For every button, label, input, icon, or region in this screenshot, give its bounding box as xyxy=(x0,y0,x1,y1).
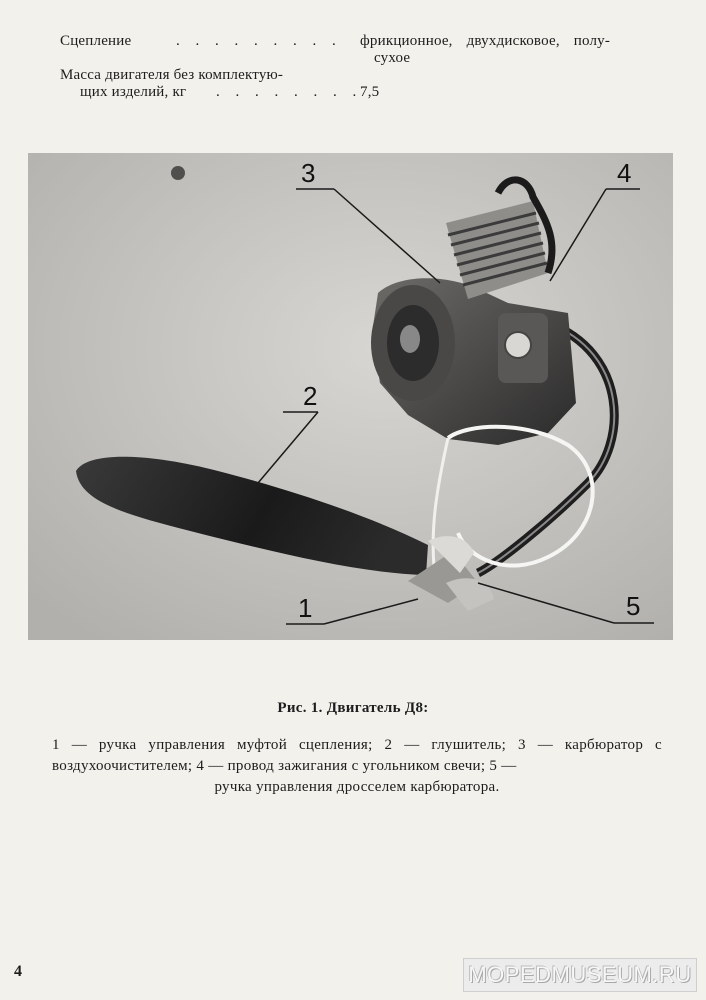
callout-3: 3 xyxy=(301,158,316,188)
figure-caption-main: 1 — ручка управления муфтой сцепления; 2 — глушитель; 3 — карбюратор с воздухоочистителем; 4 — провод зажигания с угольником свечи; 5 — xyxy=(52,737,662,774)
spec-value-cont: сухое xyxy=(374,50,411,66)
callout-4: 4 xyxy=(617,158,632,188)
figure-caption xyxy=(52,735,662,798)
spec-dots: . . . . . . . . . xyxy=(176,33,342,49)
callout-2: 2 xyxy=(303,381,318,411)
watermark-logo: MOPEDMUSEUM.RU xyxy=(463,958,697,992)
figure-caption-last: ручка управления дросселем карбюратора. xyxy=(214,779,500,795)
spec-value: фрикционное, двухдисковое, полу- xyxy=(360,33,611,49)
spec-value: 7,5 xyxy=(360,84,380,100)
callout-1: 1 xyxy=(298,593,313,623)
page-number: 4 xyxy=(14,963,22,980)
engine-illustration xyxy=(28,153,673,640)
figure-title: Рис. 1. Двигатель Д8: xyxy=(277,700,429,716)
spec-dots: . . . . . . . . xyxy=(216,84,363,100)
spec-label: Сцепление xyxy=(60,33,132,49)
spec-label-cont: щих изделий, кг xyxy=(80,84,187,100)
callout-5: 5 xyxy=(626,591,641,621)
engine-photo xyxy=(28,153,673,640)
spec-label: Масса двигателя без комплектую- xyxy=(60,67,284,83)
